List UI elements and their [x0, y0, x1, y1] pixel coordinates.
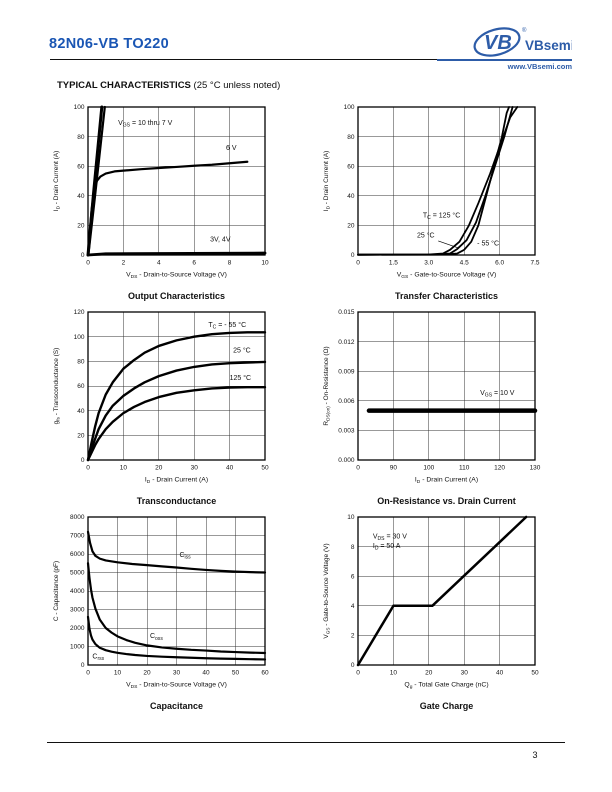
y-tick-label: 0.012 — [338, 338, 355, 346]
y-tick-label: 0 — [80, 252, 85, 260]
transconductance-plot — [42, 304, 282, 496]
figure-capacitance — [42, 509, 282, 714]
x-tick-label: 2 — [121, 259, 126, 267]
x-tick-label: 10 — [113, 669, 122, 677]
y-axis-label: $V_{GS}$ - Gate-to-Source Voltage (V) — [323, 543, 331, 639]
y-tick-label: 20 — [77, 222, 85, 230]
annotation: $V_{GS} = 10$ V — [480, 389, 515, 399]
y-tick-label: 4 — [350, 603, 355, 610]
y-axis-label: $g_{fs}$ - Transconductance (S) — [53, 347, 61, 425]
x-tick-label: 10 — [389, 669, 398, 677]
y-tick-label: 7000 — [70, 532, 85, 540]
x-axis-label: $V_{DS}$ - Drain-to-Source Voltage (V) — [126, 681, 227, 691]
y-tick-label: 80 — [347, 133, 355, 141]
chart-title: Gate Charge — [419, 701, 474, 711]
x-tick-label: 6.0 — [495, 259, 505, 267]
chart-title: On-Resistance vs. Drain Current — [377, 496, 516, 506]
y-tick-label: 6000 — [70, 551, 85, 559]
footer-rule — [47, 742, 565, 743]
plot-border — [88, 107, 265, 255]
y-tick-label: 0.015 — [338, 309, 355, 317]
section-heading-bold: TYPICAL CHARACTERISTICS — [57, 80, 191, 91]
y-tick-label: 60 — [77, 383, 85, 391]
y-axis-label: $I_D$ - Drain Current (A) — [53, 150, 61, 212]
x-tick-label: 30 — [460, 669, 468, 677]
figure-gate-charge — [312, 509, 552, 714]
annotation: $C_{oss}$ — [149, 633, 163, 642]
vbsemi-logo-graphic — [472, 25, 572, 59]
y-tick-label: 100 — [73, 104, 85, 112]
x-tick-label: 30 — [172, 669, 181, 677]
plot-border — [358, 312, 535, 460]
x-tick-label: 40 — [202, 669, 210, 677]
chart-title: Capacitance — [149, 701, 204, 711]
plot-border — [358, 107, 535, 255]
y-tick-label: 0.003 — [338, 427, 355, 435]
y-tick-label: 10 — [347, 514, 355, 522]
y-tick-label: 0 — [350, 662, 355, 670]
x-tick-label: 50 — [231, 669, 240, 677]
x-tick-label: 130 — [529, 464, 541, 472]
logo-underline — [437, 59, 572, 61]
x-tick-label: 1.5 — [388, 259, 398, 267]
y-tick-label: 40 — [77, 407, 85, 415]
x-tick-label: 0 — [356, 464, 360, 472]
x-tick-label: 20 — [155, 464, 163, 472]
y-tick-label: 0.000 — [338, 457, 355, 465]
y-tick-label: 3000 — [70, 606, 85, 614]
y-tick-label: 40 — [77, 193, 85, 200]
annotation: $T_C$ = - 55 °C — [208, 321, 247, 331]
x-tick-label: 0 — [86, 259, 90, 267]
annotation: $C_{rss}$ — [92, 653, 105, 663]
x-tick-label: 10 — [261, 259, 269, 267]
y-tick-label: 0.006 — [338, 398, 355, 405]
registered-mark: ® — [522, 28, 527, 34]
header-rule — [50, 59, 437, 60]
y-tick-label: 0 — [350, 252, 355, 260]
figure-transconductance — [42, 304, 282, 509]
x-tick-label: 60 — [261, 669, 269, 677]
x-tick-label: 20 — [143, 669, 151, 677]
y-tick-label: 120 — [73, 309, 85, 317]
y-tick-label: 1000 — [70, 643, 85, 651]
doc-title: 82N06-VB TO220 — [49, 36, 169, 52]
x-tick-label: 50 — [261, 464, 269, 472]
annotation: $V_{GS} = 10$ thru 7 V — [118, 119, 173, 129]
y-tick-label: 8000 — [70, 514, 85, 522]
transfer-characteristics-plot — [312, 99, 552, 291]
chart-title: Transconductance — [136, 496, 217, 506]
y-tick-label: 8 — [350, 543, 355, 551]
transconductance-svg — [42, 304, 282, 496]
y-tick-label: 60 — [347, 163, 355, 171]
on-resistance-plot — [312, 304, 552, 496]
x-tick-label: 0 — [86, 464, 90, 472]
y-tick-label: 2 — [350, 632, 355, 640]
series-curve — [88, 387, 265, 460]
y-tick-label: 100 — [73, 333, 85, 341]
series-curve — [358, 107, 517, 255]
logo-monogram-icon: VB — [484, 32, 512, 54]
y-tick-label: 60 — [77, 163, 85, 171]
x-tick-label: 8 — [227, 259, 232, 267]
y-axis-label: $I_D$ - Drain Current (A) — [323, 150, 331, 212]
y-tick-label: 20 — [347, 222, 355, 230]
x-tick-label: 40 — [225, 464, 234, 472]
y-tick-label: 0.009 — [338, 368, 355, 376]
y-tick-label: 0 — [80, 457, 85, 465]
x-tick-label: 90 — [389, 464, 398, 472]
x-tick-label: 0 — [86, 669, 90, 677]
figure-on-resistance — [312, 304, 552, 509]
section-heading-normal: (25 °C unless noted) — [190, 80, 281, 91]
x-axis-label: $V_{DS}$ - Drain-to-Source Voltage (V) — [126, 271, 227, 281]
x-tick-label: 30 — [190, 464, 198, 472]
section-heading — [57, 80, 280, 91]
annotation: $I_D = 50$ A — [372, 543, 401, 552]
output-characteristics-svg — [42, 99, 282, 291]
output-characteristics-plot — [42, 99, 282, 291]
x-tick-label: 0 — [356, 259, 360, 267]
annotation: $V_{DS} = 30$ V — [372, 533, 407, 543]
x-axis-label: $V_{GS}$ - Gate-to-Source Voltage (V) — [396, 271, 497, 281]
x-tick-label: 4 — [156, 259, 161, 267]
y-tick-label: 20 — [77, 432, 85, 440]
y-tick-label: 40 — [347, 193, 355, 200]
x-tick-label: 6 — [192, 259, 197, 267]
y-tick-label: 4000 — [70, 588, 85, 596]
annotation: 6 V — [226, 144, 237, 152]
transfer-characteristics-svg — [312, 99, 552, 291]
chart-title: Transfer Characteristics — [394, 291, 499, 301]
y-tick-label: 100 — [343, 104, 355, 112]
x-tick-label: 3.0 — [424, 259, 434, 267]
gate-charge-svg — [312, 509, 552, 701]
annotation: 25 °C — [417, 232, 435, 240]
x-axis-label: $I_D$ - Drain Current (A) — [144, 476, 209, 486]
annotation: $C_{iss}$ — [179, 551, 191, 561]
figure-transfer-characteristics — [312, 99, 552, 304]
vbsemi-url: www.VBsemi.com — [507, 62, 572, 71]
x-tick-label: 40 — [495, 669, 504, 677]
on-resistance-vs-drain-current-svg — [312, 304, 552, 496]
x-tick-label: 110 — [459, 464, 470, 472]
y-tick-label: 2000 — [70, 625, 85, 633]
logo-brand-text: VBsemi — [525, 38, 572, 53]
annotation: 25 °C — [233, 347, 251, 355]
x-axis-label: $Q_g$ - Total Gate Charge (nC) — [404, 681, 489, 691]
annotation: $T_C = 125$ °C — [422, 212, 461, 221]
x-tick-label: 10 — [119, 464, 128, 472]
y-tick-label: 0 — [80, 662, 85, 670]
x-tick-label: 50 — [531, 669, 539, 677]
y-tick-label: 80 — [77, 133, 85, 141]
y-tick-label: 80 — [77, 358, 85, 366]
capacitance-svg — [42, 509, 282, 701]
x-tick-label: 4.5 — [459, 259, 469, 267]
annotation: - 55 °C — [477, 240, 500, 248]
x-axis-label: $I_D$ - Drain Current (A) — [414, 476, 479, 486]
chart-title: Output Characteristics — [127, 291, 226, 301]
figure-output-characteristics — [42, 99, 282, 304]
y-axis-label: C - Capacitance (pF) — [53, 560, 60, 622]
x-tick-label: 120 — [494, 464, 506, 472]
y-tick-label: 5000 — [70, 569, 85, 577]
y-tick-label: 6 — [350, 573, 355, 581]
page-number: 3 — [532, 750, 538, 760]
annotation: 3V, 4V — [210, 236, 231, 244]
capacitance-plot — [42, 509, 282, 701]
x-tick-label: 20 — [425, 669, 433, 677]
x-tick-label: 7.5 — [530, 259, 540, 267]
x-tick-label: 100 — [423, 464, 435, 472]
charts-grid — [42, 99, 552, 714]
x-tick-label: 0 — [356, 669, 360, 677]
y-axis-label: $R_{DS(on)}$ - On-Resistance (Ω) — [323, 346, 331, 426]
annotation: 125 °C — [229, 374, 252, 382]
gate-charge-plot — [312, 509, 552, 701]
